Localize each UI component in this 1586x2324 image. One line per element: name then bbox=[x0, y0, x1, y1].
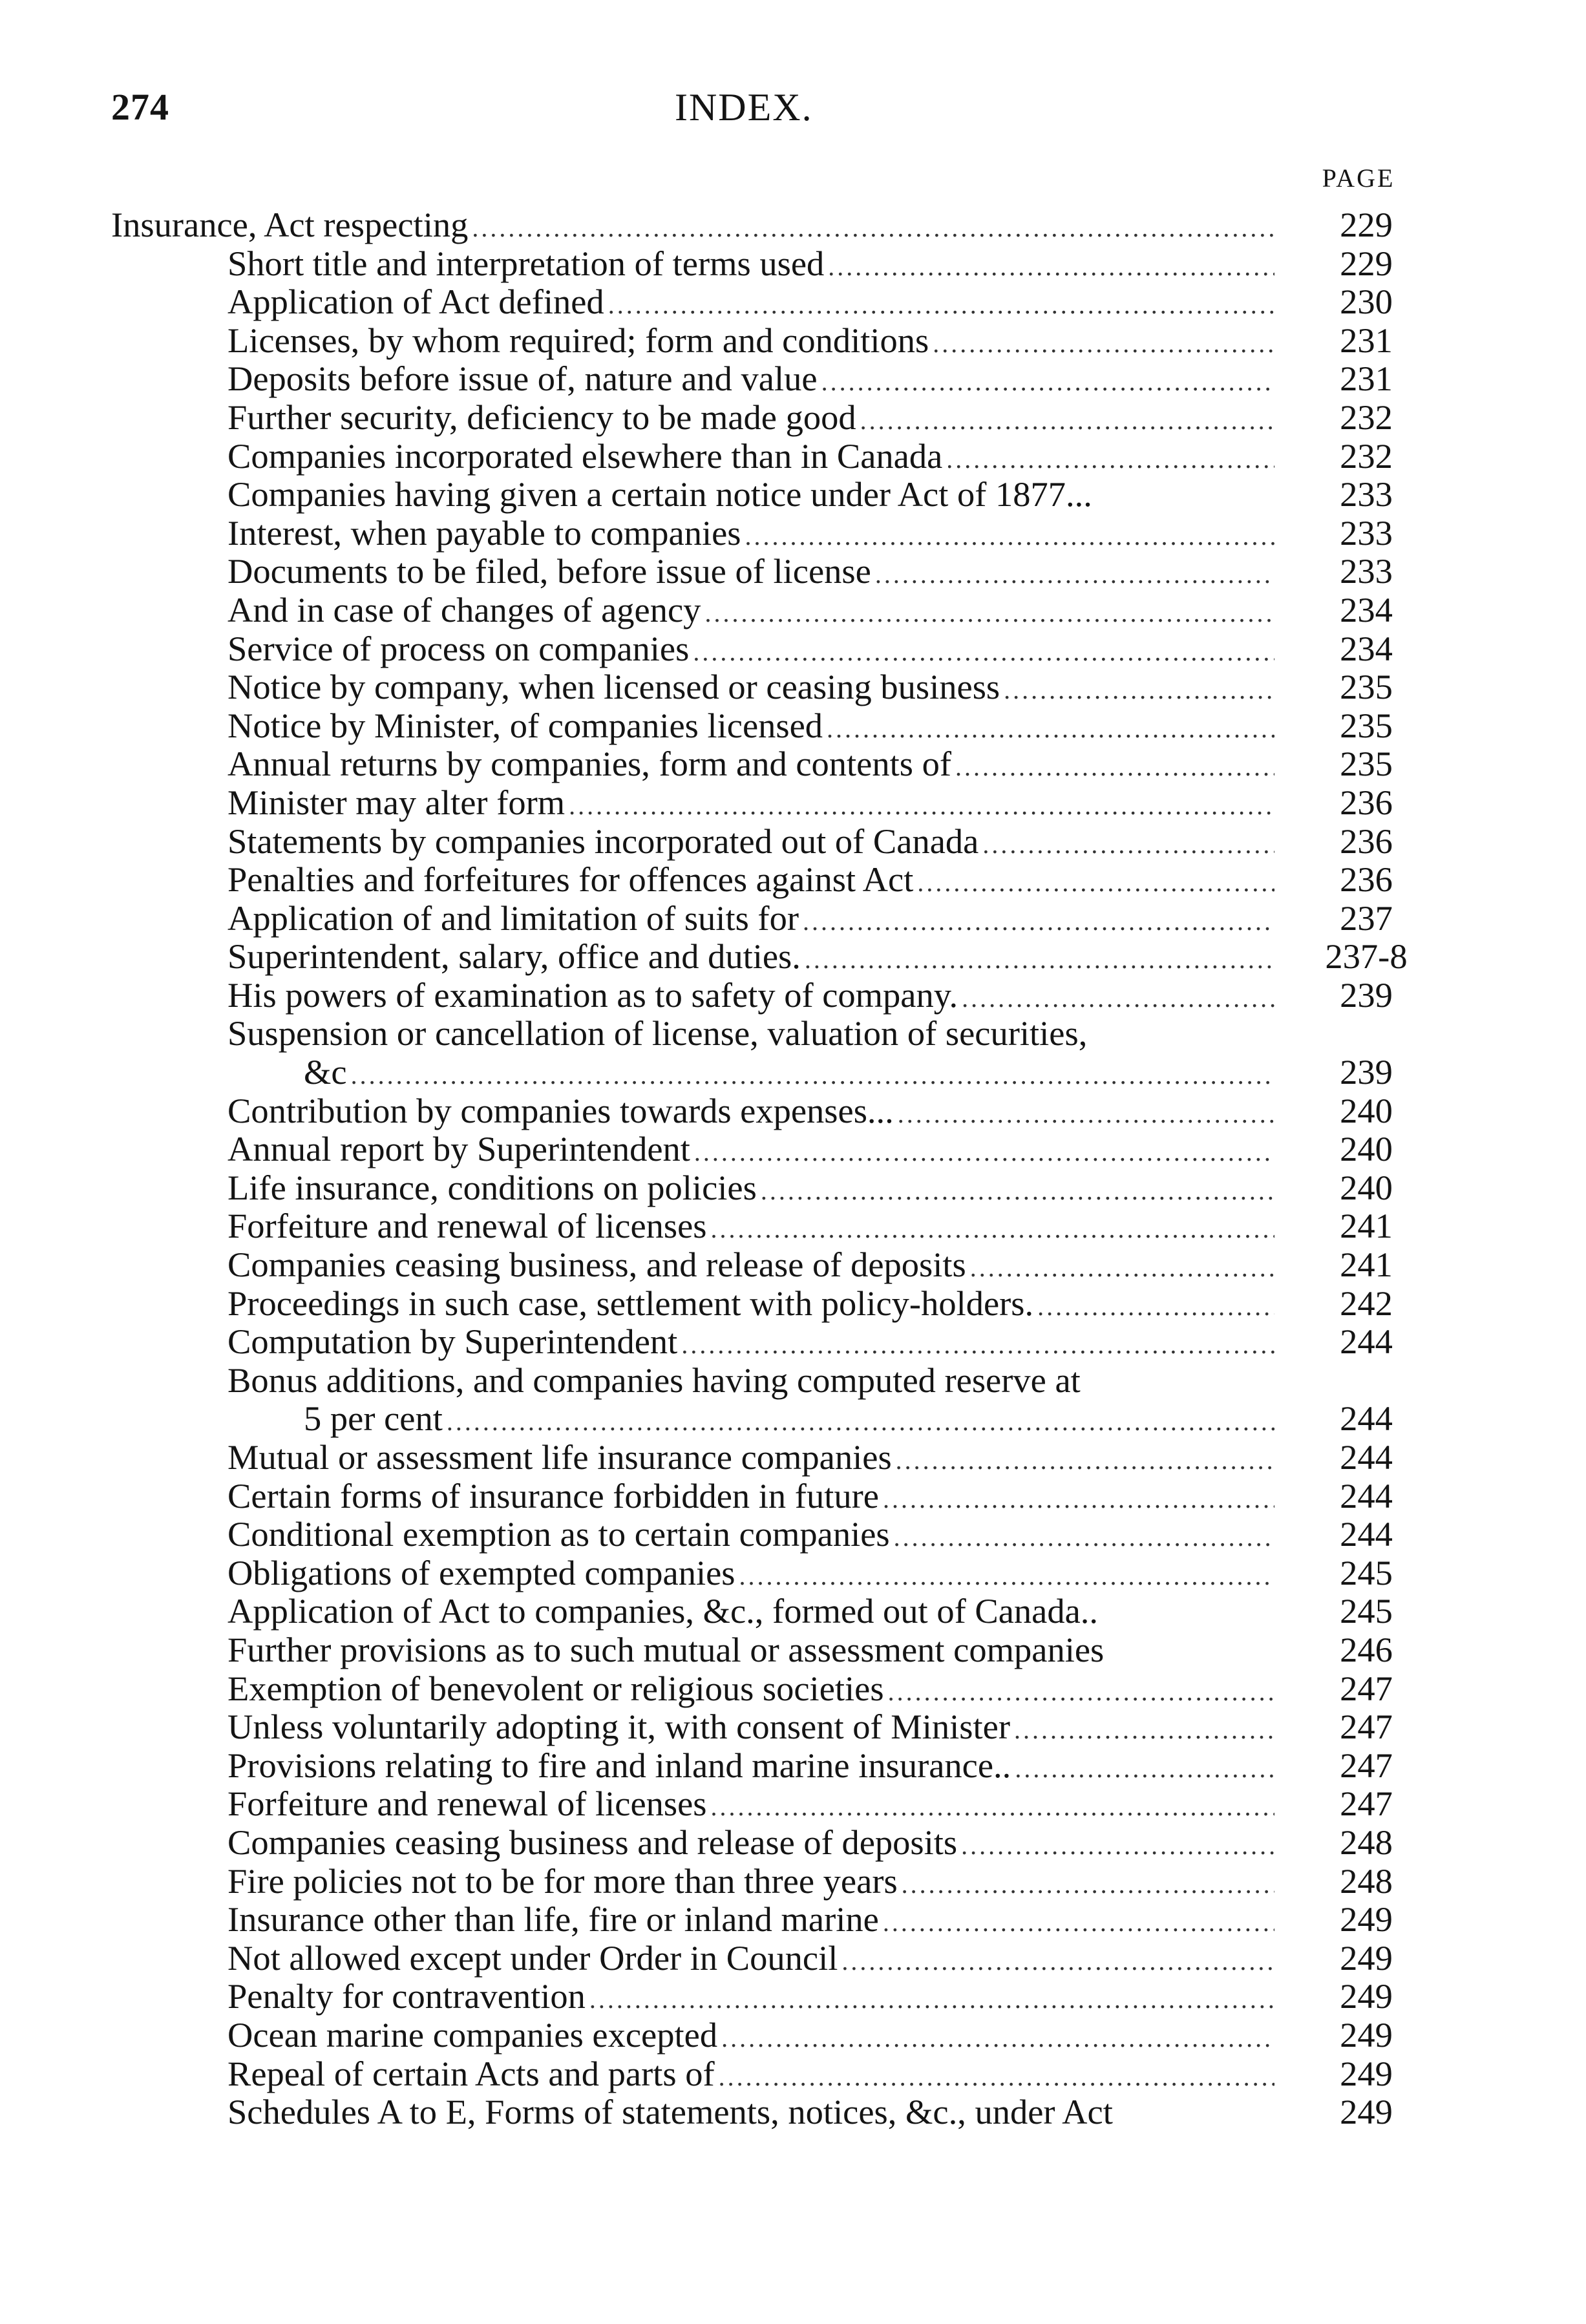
entry-text-line bbox=[227, 1014, 1274, 1053]
entry-label: Unless voluntarily adopting it, with consent of Minister bbox=[227, 1707, 1010, 1747]
entry-text-line bbox=[227, 2016, 1274, 2058]
entry-text-line bbox=[227, 668, 1274, 710]
index-entry bbox=[111, 359, 1404, 398]
index-entry bbox=[111, 668, 1404, 706]
entry-text-line bbox=[227, 514, 1274, 556]
entry-page-number: 237-8 bbox=[1325, 936, 1408, 977]
entry-text-line bbox=[227, 1361, 1274, 1400]
entry-label: Fire policies not to be for more than three years bbox=[227, 1861, 898, 1901]
entry-label: Application of Act to companies, &c., formed out of Canada.. bbox=[227, 1591, 1099, 1631]
entry-text-line bbox=[227, 1284, 1274, 1326]
entry-text-line bbox=[227, 899, 1274, 941]
dot-leader bbox=[694, 1133, 1274, 1172]
entry-label: Penalty for contravention bbox=[227, 1976, 586, 2016]
dot-leader bbox=[608, 286, 1274, 324]
dot-leader bbox=[827, 710, 1274, 748]
index-entry bbox=[111, 1014, 1404, 1053]
index-entry bbox=[111, 1862, 1404, 1901]
index-entry bbox=[111, 1477, 1404, 1516]
index-entry bbox=[111, 398, 1404, 437]
entry-label: Deposits before issue of, nature and value bbox=[227, 359, 818, 399]
dot-leader bbox=[1014, 1711, 1274, 1749]
index-entry bbox=[111, 976, 1404, 1015]
entry-text-line bbox=[227, 321, 1274, 363]
entry-page-number: 235 bbox=[1340, 705, 1393, 745]
dot-leader bbox=[803, 902, 1274, 941]
entry-page-number: 239 bbox=[1340, 975, 1393, 1015]
entry-text-line bbox=[227, 1900, 1274, 1942]
entry-label: Exemption of benevolent or religious societies bbox=[227, 1668, 884, 1708]
entry-text-line bbox=[227, 1784, 1274, 1826]
dot-leader bbox=[472, 209, 1274, 248]
dot-leader bbox=[693, 633, 1274, 671]
index-entry bbox=[111, 1746, 1404, 1785]
index-entry bbox=[111, 1284, 1404, 1323]
dot-leader bbox=[955, 748, 1274, 787]
dot-leader bbox=[962, 979, 1274, 1018]
entry-page-number: 249 bbox=[1340, 2053, 1393, 2093]
dot-leader bbox=[589, 1980, 1274, 2019]
entry-page-number: 231 bbox=[1340, 359, 1393, 399]
dot-leader bbox=[704, 594, 1274, 633]
index-entry bbox=[111, 706, 1404, 745]
entry-text-line bbox=[227, 475, 1274, 514]
entry-page-number: 240 bbox=[1340, 1090, 1393, 1130]
dot-leader bbox=[1015, 1749, 1274, 1788]
index-entry bbox=[111, 1823, 1404, 1862]
entry-text-line bbox=[227, 937, 1274, 979]
index-entry bbox=[111, 552, 1404, 591]
dot-leader bbox=[1037, 1287, 1274, 1326]
index-entry bbox=[111, 2055, 1404, 2093]
entry-label: Companies having given a certain notice under Act of 1877... bbox=[227, 474, 1092, 514]
entry-text-line bbox=[227, 745, 1274, 787]
entry-text-line bbox=[227, 591, 1274, 633]
entry-page-number: 234 bbox=[1340, 628, 1393, 668]
entry-text-line bbox=[227, 1477, 1274, 1519]
index-entry bbox=[111, 1130, 1404, 1168]
entry-text-line bbox=[227, 783, 1274, 825]
entry-label: Application of Act defined bbox=[227, 282, 604, 322]
index-entry bbox=[111, 1322, 1404, 1361]
entry-text-line bbox=[227, 860, 1274, 902]
entry-text-line bbox=[227, 1707, 1274, 1749]
entry-label: Statements by companies incorporated out of Canada bbox=[227, 821, 979, 861]
index-entry bbox=[111, 1207, 1404, 1245]
page-number: 274 bbox=[111, 86, 169, 128]
entry-page-number: 237 bbox=[1340, 898, 1393, 938]
entry-label: Contribution by companies towards expenses... bbox=[227, 1090, 894, 1130]
entry-page-number: 248 bbox=[1340, 1861, 1393, 1901]
dot-leader bbox=[721, 2019, 1274, 2058]
index-entry bbox=[111, 1707, 1404, 1746]
index-entry bbox=[111, 591, 1404, 629]
entry-label: Proceedings in such case, settlement with policy-holders. bbox=[227, 1283, 1034, 1323]
entry-page-number: 234 bbox=[1340, 589, 1393, 629]
entry-page-number: 246 bbox=[1340, 1629, 1393, 1669]
index-entry bbox=[111, 1784, 1404, 1823]
entry-label: Companies ceasing business and release of deposits bbox=[227, 1822, 958, 1862]
entry-page-number: 245 bbox=[1340, 1591, 1393, 1631]
dot-leader bbox=[888, 1673, 1274, 1711]
entry-page-number: 247 bbox=[1340, 1745, 1393, 1785]
entry-label: Certain forms of insurance forbidden in future bbox=[227, 1475, 879, 1516]
index-entry bbox=[111, 1245, 1404, 1284]
index-entry bbox=[111, 783, 1404, 822]
entry-label: 5 per cent bbox=[304, 1399, 443, 1439]
entry-text-line bbox=[227, 1245, 1274, 1287]
entry-label: Application of and limitation of suits for bbox=[227, 898, 799, 938]
entry-label: Ocean marine companies excepted bbox=[227, 2014, 718, 2055]
entry-page-number: 249 bbox=[1340, 2092, 1393, 2132]
entry-text-line bbox=[227, 1669, 1274, 1711]
index-entry bbox=[111, 822, 1404, 861]
entry-label: Notice by Minister, of companies licensed bbox=[227, 705, 823, 745]
entry-text-line bbox=[304, 1053, 1274, 1095]
entry-page-number: 240 bbox=[1340, 1167, 1393, 1207]
entry-page-number: 248 bbox=[1340, 1822, 1393, 1862]
entry-page-number: 233 bbox=[1340, 512, 1393, 553]
entry-text-line bbox=[227, 1939, 1274, 1981]
entry-text-line bbox=[227, 2093, 1274, 2131]
entry-text-line bbox=[227, 1592, 1274, 1631]
entry-text-line bbox=[227, 629, 1274, 671]
entry-page-number: 241 bbox=[1340, 1206, 1393, 1246]
entry-label: Repeal of certain Acts and parts of bbox=[227, 2053, 715, 2093]
entry-page-number: 230 bbox=[1340, 282, 1393, 322]
dot-leader bbox=[883, 1480, 1274, 1519]
index-entry bbox=[111, 899, 1404, 938]
dot-leader bbox=[961, 1826, 1274, 1865]
entry-label: Forfeiture and renewal of licenses bbox=[227, 1784, 707, 1824]
dot-leader bbox=[805, 940, 1274, 979]
entry-label: Minister may alter form bbox=[227, 782, 566, 822]
entry-page-number: 249 bbox=[1340, 1976, 1393, 2016]
entry-page-number: 239 bbox=[1340, 1052, 1393, 1092]
entry-label: His powers of examination as to safety of company. bbox=[227, 975, 958, 1015]
entry-label: Insurance other than life, fire or inland marine bbox=[227, 1899, 879, 1939]
entry-page-number: 245 bbox=[1340, 1552, 1393, 1592]
entry-text-line bbox=[227, 1168, 1274, 1210]
entry-page-number: 247 bbox=[1340, 1707, 1393, 1747]
entry-label: Further security, deficiency to be made good bbox=[227, 397, 856, 437]
dot-leader bbox=[351, 1056, 1274, 1095]
dot-leader bbox=[828, 248, 1274, 286]
dot-leader bbox=[894, 1518, 1274, 1557]
entry-page-number: 236 bbox=[1340, 821, 1393, 861]
entry-text-line bbox=[227, 1823, 1274, 1865]
entry-text-line bbox=[227, 2055, 1274, 2097]
entry-label: Obligations of exempted companies bbox=[227, 1552, 735, 1592]
entry-text-line bbox=[227, 1207, 1274, 1249]
entry-text-line bbox=[227, 706, 1274, 748]
entry-page-number: 249 bbox=[1340, 2014, 1393, 2055]
entry-text-line bbox=[227, 1554, 1274, 1596]
entry-text-line bbox=[227, 1746, 1274, 1788]
entry-text-line bbox=[111, 206, 1274, 248]
entry-page-number: 232 bbox=[1340, 397, 1393, 437]
entry-text-line bbox=[227, 1862, 1274, 1904]
dot-leader bbox=[933, 324, 1274, 363]
entry-page-number: 241 bbox=[1340, 1245, 1393, 1285]
entry-page-number: 232 bbox=[1340, 436, 1393, 476]
entry-label: Service of process on companies bbox=[227, 628, 690, 668]
entry-label: And in case of changes of agency bbox=[227, 589, 701, 629]
entry-page-number: 242 bbox=[1340, 1283, 1393, 1323]
index-entry bbox=[111, 1438, 1404, 1477]
entry-text-line bbox=[227, 282, 1274, 324]
entry-text-line bbox=[227, 398, 1274, 440]
entry-label: Life insurance, conditions on policies bbox=[227, 1167, 757, 1207]
dot-leader bbox=[739, 1557, 1274, 1596]
entry-label: Licenses, by whom required; form and conditions bbox=[227, 320, 929, 360]
entry-label: Bonus additions, and companies having computed reserve at bbox=[227, 1360, 1081, 1400]
dot-leader bbox=[860, 401, 1274, 440]
entry-page-number: 240 bbox=[1340, 1129, 1393, 1169]
dot-leader bbox=[711, 1210, 1275, 1249]
entry-page-number: 235 bbox=[1340, 667, 1393, 707]
dot-leader bbox=[883, 1903, 1274, 1942]
dot-leader bbox=[761, 1172, 1274, 1210]
entry-text-line bbox=[227, 1438, 1274, 1480]
entry-page-number: 233 bbox=[1340, 474, 1393, 514]
dot-leader bbox=[946, 440, 1274, 479]
index-entry bbox=[111, 1900, 1404, 1939]
entry-label: Computation by Superintendent bbox=[227, 1322, 678, 1362]
dot-leader bbox=[569, 787, 1274, 825]
dot-leader bbox=[970, 1249, 1274, 1287]
entry-page-number: 247 bbox=[1340, 1784, 1393, 1824]
entry-page-number: 244 bbox=[1340, 1399, 1393, 1439]
index-entry bbox=[111, 936, 1408, 977]
index-entry bbox=[111, 437, 1404, 476]
entry-text-line bbox=[227, 1977, 1274, 2019]
index-entry bbox=[111, 860, 1404, 899]
index-heading-entry bbox=[111, 206, 1404, 244]
index-entry bbox=[111, 2016, 1404, 2055]
dot-leader bbox=[447, 1402, 1274, 1441]
dot-leader bbox=[719, 2058, 1274, 2097]
entry-label: Notice by company, when licensed or ceasing business bbox=[227, 667, 1000, 707]
entry-page-number: 235 bbox=[1340, 744, 1393, 784]
entry-text-line bbox=[227, 1092, 1274, 1134]
index-entry bbox=[111, 1669, 1404, 1708]
entry-page-number: 233 bbox=[1340, 551, 1393, 591]
dot-leader bbox=[841, 1942, 1274, 1981]
dot-leader bbox=[898, 1095, 1274, 1134]
dot-leader bbox=[896, 1441, 1274, 1480]
index-entry bbox=[111, 1361, 1404, 1400]
index-entry bbox=[111, 1592, 1404, 1631]
entry-label: Documents to be filed, before issue of license bbox=[227, 551, 871, 591]
dot-leader bbox=[982, 825, 1274, 864]
entry-label: Companies ceasing business, and release of deposits bbox=[227, 1245, 966, 1285]
dot-leader bbox=[875, 555, 1274, 594]
entry-text-line bbox=[227, 976, 1274, 1018]
entry-label: Superintendent, salary, office and duties. bbox=[227, 936, 801, 977]
entry-text-line bbox=[227, 437, 1274, 479]
entry-label: Mutual or assessment life insurance companies bbox=[227, 1437, 892, 1477]
entry-label: Further provisions as to such mutual or assessment companies bbox=[227, 1629, 1105, 1669]
page-column-label: PAGE bbox=[1322, 164, 1395, 193]
entry-label: Forfeiture and renewal of licenses bbox=[227, 1206, 707, 1246]
dot-leader bbox=[745, 517, 1274, 556]
index-entry bbox=[111, 514, 1404, 553]
entry-page-number: 244 bbox=[1340, 1475, 1393, 1516]
entry-text-line bbox=[227, 1631, 1274, 1669]
entry-page-number: 247 bbox=[1340, 1668, 1393, 1708]
dot-leader bbox=[1004, 671, 1274, 710]
entry-label: Suspension or cancellation of license, valuation of securities, bbox=[227, 1013, 1088, 1053]
entry-label: Annual report by Superintendent bbox=[227, 1129, 690, 1169]
index-entry bbox=[111, 629, 1404, 668]
index-entry bbox=[111, 475, 1404, 514]
entry-text-line bbox=[227, 244, 1274, 286]
index-entry bbox=[111, 1168, 1404, 1207]
entry-label: Insurance, Act respecting bbox=[111, 205, 469, 244]
entry-page-number: 229 bbox=[1340, 205, 1393, 244]
index-entry bbox=[111, 1939, 1404, 1978]
dot-leader bbox=[917, 863, 1274, 902]
index-entry bbox=[111, 1092, 1404, 1130]
entry-text-line bbox=[304, 1399, 1274, 1441]
entry-text-line bbox=[227, 1322, 1274, 1364]
page-header bbox=[103, 85, 1379, 137]
entry-label: Annual returns by companies, form and contents of bbox=[227, 744, 951, 784]
index-entry bbox=[111, 1515, 1404, 1554]
entry-text-line bbox=[227, 359, 1274, 401]
entry-page-number: 249 bbox=[1340, 1938, 1393, 1978]
index-entry bbox=[111, 1977, 1404, 2016]
dot-leader bbox=[902, 1865, 1274, 1904]
entry-page-number: 236 bbox=[1340, 860, 1393, 900]
entry-page-number: 249 bbox=[1340, 1899, 1393, 1939]
dot-leader bbox=[681, 1326, 1274, 1364]
index-entry bbox=[111, 2093, 1404, 2131]
entry-label: Schedules A to E, Forms of statements, notices, &c., under Act bbox=[227, 2092, 1113, 2132]
index-entry bbox=[111, 1053, 1404, 1092]
index-entry bbox=[111, 1554, 1404, 1592]
dot-leader bbox=[821, 363, 1274, 401]
index-entry bbox=[111, 244, 1404, 283]
entry-label: Not allowed except under Order in Council bbox=[227, 1938, 838, 1978]
entry-label: Penalties and forfeitures for offences against Act bbox=[227, 860, 914, 900]
entry-page-number: 231 bbox=[1340, 320, 1393, 360]
entry-page-number: 236 bbox=[1340, 782, 1393, 822]
running-head: INDEX. bbox=[675, 86, 813, 129]
entry-label: &c bbox=[304, 1052, 347, 1092]
index-entries bbox=[111, 205, 1408, 2132]
entry-label: Short title and interpretation of terms used bbox=[227, 243, 825, 283]
entry-text-line bbox=[227, 822, 1274, 864]
entry-page-number: 229 bbox=[1340, 243, 1393, 283]
index-entry bbox=[111, 1399, 1404, 1438]
dot-leader bbox=[711, 1788, 1275, 1826]
entry-page-number: 244 bbox=[1340, 1514, 1393, 1554]
entry-text-line bbox=[227, 1130, 1274, 1172]
index-entry bbox=[111, 745, 1404, 783]
index-entry bbox=[111, 321, 1404, 360]
entry-label: Companies incorporated elsewhere than in Canada bbox=[227, 436, 943, 476]
entry-text-line bbox=[227, 1515, 1274, 1557]
index-entry bbox=[111, 1631, 1404, 1669]
entry-page-number: 244 bbox=[1340, 1322, 1393, 1362]
index-entry bbox=[111, 282, 1404, 321]
entry-page-number: 244 bbox=[1340, 1437, 1393, 1477]
entry-label: Provisions relating to fire and inland marine insurance.. bbox=[227, 1745, 1011, 1785]
entry-label: Interest, when payable to companies bbox=[227, 512, 741, 553]
entry-text-line bbox=[227, 552, 1274, 594]
entry-label: Conditional exemption as to certain companies bbox=[227, 1514, 890, 1554]
